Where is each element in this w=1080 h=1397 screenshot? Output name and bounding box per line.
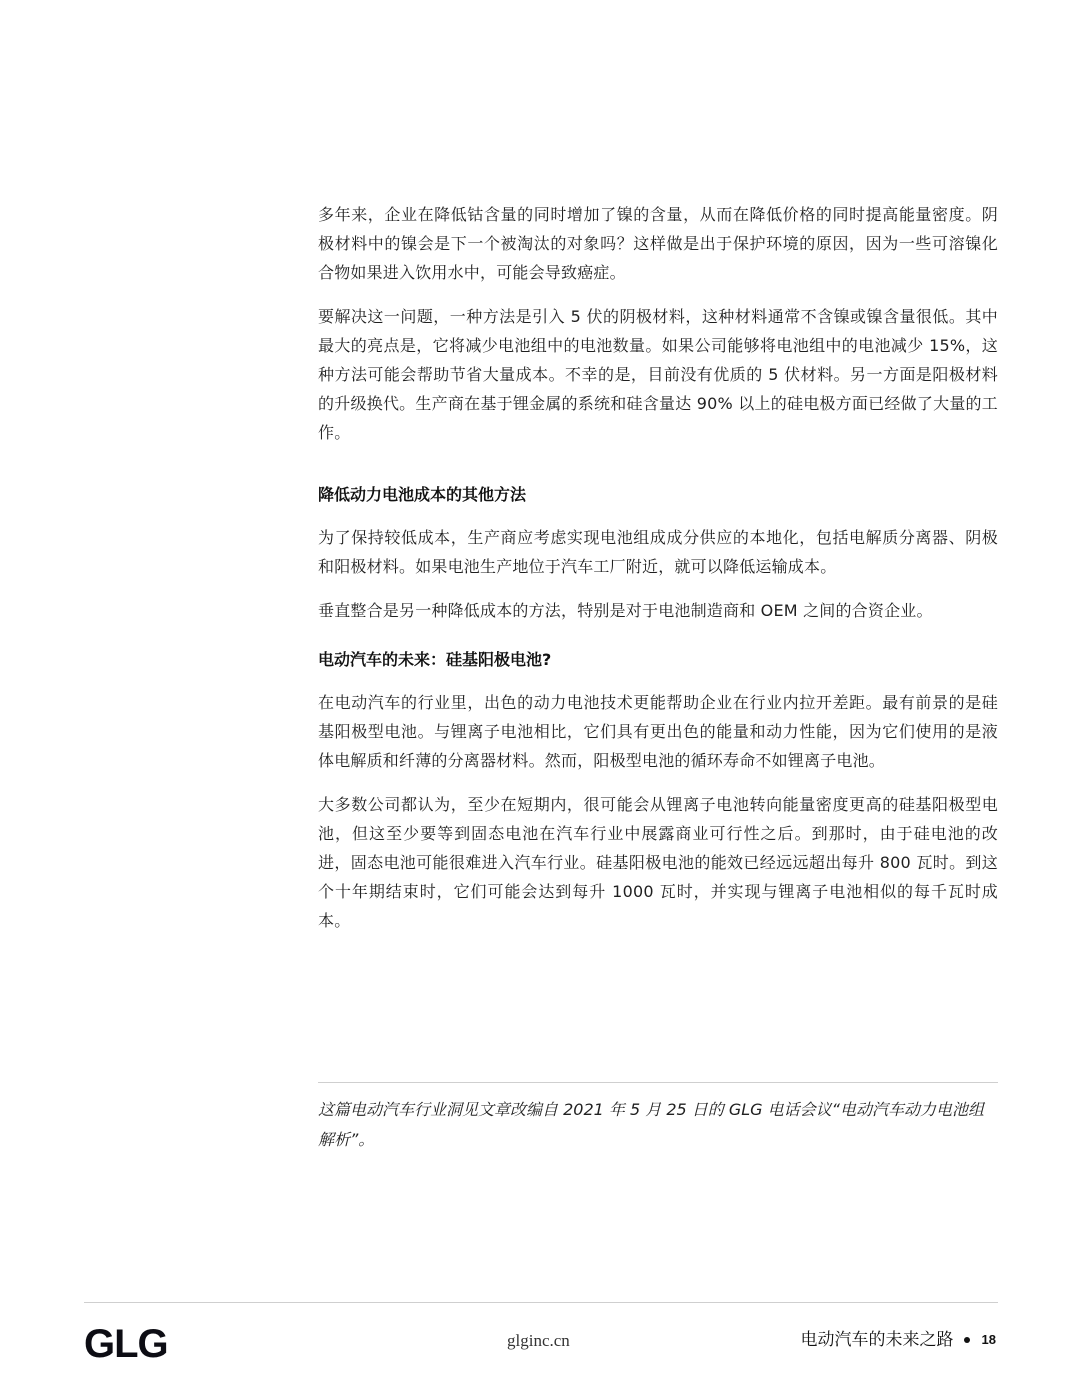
site-url: glginc.cn <box>507 1331 570 1350</box>
section-heading: 电动汽车的未来：硅基阳极电池? <box>318 650 552 669</box>
paragraph: 在电动汽车的行业里，出色的动力电池技术更能帮助企业在行业内拉开差距。最有前景的是硅基阳极型电池。与锂离子电池相比，它们具有更出色的能量和动力性能，因为它们使用的是液体电解质和纤薄的分离器材料。然而，阳极型电池的循环寿命不如锂离子电池。 <box>318 693 998 770</box>
article-body <box>318 200 998 950</box>
paragraph: 垂直整合是另一种降低成本的方法，特别是对于电池制造商和 OEM 之间的合资企业。 <box>318 601 933 620</box>
bullet-separator-icon <box>964 1337 970 1343</box>
source-note-text: 这篇电动汽车行业洞见文章改编自 2021 年 5 月 25 日的 GLG 电话会议“电动汽车动力电池组解析”。 <box>318 1100 984 1149</box>
section-heading: 降低动力电池成本的其他方法 <box>318 485 527 504</box>
source-note <box>318 1082 998 1155</box>
paragraph: 大多数公司都认为，至少在短期内，很可能会从锂离子电池转向能量密度更高的硅基阳极型电池，但这至少要等到固态电池在汽车行业中展露商业可行性之后。到那时，由于硅电池的改进，固态电池可能很难进入汽车行业。硅基阳极电池的能效已经远远超出每升 800 瓦时。到这个十年期结束时，它们可能会达到每升 1000 瓦时，并实现与锂离子电池相似的每千瓦时成本。 <box>318 795 998 930</box>
footer-page-info <box>801 1328 996 1352</box>
document-title: 电动汽车的未来之路 <box>800 1330 954 1350</box>
paragraph: 要解决这一问题，一种方法是引入 5 伏的阴极材料，这种材料通常不含镍或镍含量很低。其中最大的亮点是，它将减少电池组中的电池数量。如果公司能够将电池组中的电池减少 15%，这种方法可能会帮助节省大量成本。不幸的是，目前没有优质的 5 伏材料。另一方面是阳极材料的升级换代。生产商在基于锂金属的系统和硅含量达 90% 以上的硅电极方面已经做了大量的工作。 <box>318 307 998 442</box>
page-number: 18 <box>981 1332 996 1347</box>
paragraph: 多年来，企业在降低钴含量的同时增加了镍的含量，从而在降低价格的同时提高能量密度。阴极材料中的镍会是下一个被淘汰的对象吗？这样做是出于保护环境的原因，因为一些可溶镍化合物如果进入饮用水中，可能会导致癌症。 <box>318 205 998 282</box>
footer-divider <box>84 1302 998 1303</box>
glg-logo: GLG <box>84 1322 168 1366</box>
paragraph: 为了保持较低成本，生产商应考虑实现电池组成成分供应的本地化，包括电解质分离器、阴极和阳极材料。如果电池生产地位于汽车工厂附近，就可以降低运输成本。 <box>318 528 998 576</box>
